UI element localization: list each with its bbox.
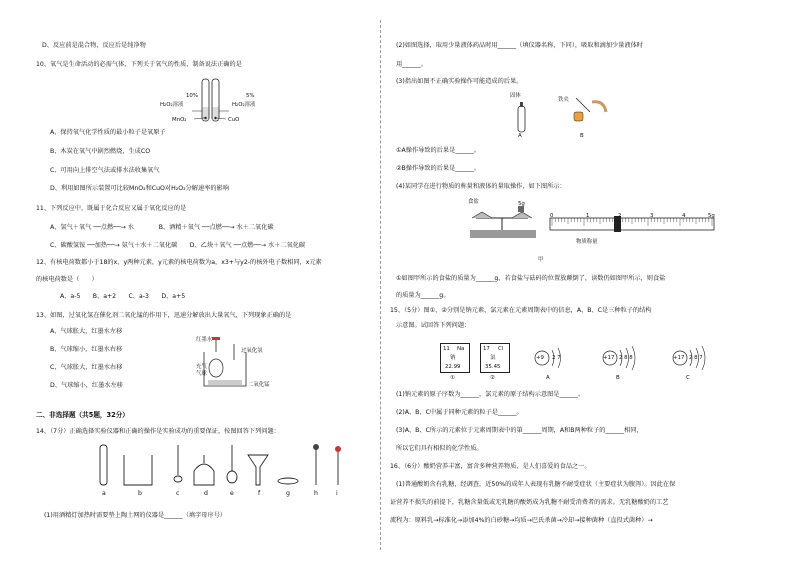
- figure-caption-jia: 甲: [538, 257, 544, 263]
- letter-d: d: [204, 490, 208, 497]
- q12-options: A、a-5 B、a+2 C、a-3 D、a+5: [60, 293, 186, 300]
- beaker-b: [124, 455, 152, 485]
- section-2-heading: 二、非选择题（共5题，32分）: [36, 411, 129, 419]
- ruler-tick-2: 2: [618, 213, 622, 219]
- ruler-tick-3: 3: [650, 213, 654, 219]
- figB-clamp: [576, 98, 590, 112]
- q14-sub3: (3)指出如图不正确实验操作可能造成的后果。: [396, 78, 523, 85]
- scale-weight-label: 5g: [518, 201, 525, 207]
- letter-f: f: [258, 490, 261, 497]
- q14-sub1: (1)用酒精灯加热时需要垫上陶土网的仪器是______（填字母序号）: [44, 512, 227, 519]
- ruler-tick-4: 4: [682, 213, 686, 219]
- figA-label: A: [518, 133, 522, 139]
- sodium-number: 11: [443, 346, 450, 352]
- test-tube-a: [100, 445, 107, 485]
- q13-balloon-label-2: 气球: [196, 371, 207, 377]
- funnel-f: [248, 455, 268, 485]
- ruler-tick-5: 5g: [708, 213, 715, 219]
- q14-sub2: (2)如图选择，取用少量液体药品时用______（填仪器名称，下同），吸取和滴加少量液体时: [396, 42, 643, 49]
- q13-option-a: A、气球胀大，红墨水左移: [50, 328, 123, 335]
- q16-p2: 证营养不损失的前提下，乳糖含量低或无乳糖的酸奶成为乳糖不耐受消费者的需求。无乳糖酸奶的工艺: [390, 499, 669, 506]
- right-solution-label: H₂O₂溶液: [232, 102, 256, 108]
- left-catalyst-label: MnO₂: [172, 117, 187, 123]
- q15-stem: 15、（5分）图①、②分别是钠元素、氯元素在元素周期表中的信息，A、B、C是三种粒子的结构: [390, 307, 652, 314]
- red-ink-drop: [212, 337, 220, 340]
- ruler-ticks: [552, 218, 712, 226]
- letter-h: h: [314, 490, 318, 497]
- q10-stem: 10、氧气是生命活动的必需气体，下列关于氧气的性质、制备说法正确的是: [36, 61, 242, 68]
- q14-a1: ①A操作导致的后果是______。: [396, 147, 481, 154]
- cuo-powder: [214, 117, 216, 119]
- q13-stem: 13、如图，过氧化氢在催化剂二氧化锰的作用下，迅速分解放出大量氧气，下列现象正确的是: [36, 312, 292, 319]
- q14-instruments-figure: [92, 441, 372, 491]
- dropper-bulb: [313, 444, 319, 450]
- q16-p3: 流程为：原料乳→标准化→添加4%的白砂糖→均质→巴氏杀菌→冷却→接种菌种（直投式菌种）→: [390, 517, 653, 524]
- q11-row2: C、碳酸氢铵 ──加热──→ 氨气＋水＋二氧化碳 D、乙炔＋氧气 ──点燃──→ 水＋二氧化碳: [50, 242, 306, 249]
- q13-option-d: D、气球缩小，红墨水左移: [50, 382, 123, 389]
- atom-b-shells: 2 8 8: [619, 355, 633, 361]
- spoon-e-bowl: [227, 471, 237, 483]
- letter-a: a: [102, 490, 106, 497]
- q15-a3b: 所以它们具有相似的化学性质。: [396, 445, 483, 452]
- q13-ink-label: 红墨水: [196, 337, 213, 343]
- q10-option-c: C、可用向上排空气法或排水法收集氧气: [50, 167, 160, 174]
- q10-option-a: A、保持氧气化学性质的最小粒子是氧原子: [50, 129, 166, 136]
- column-divider: [380, 20, 381, 550]
- atom-b-nucleus-charge: +17: [603, 355, 615, 361]
- figB-text: 铁夹: [558, 97, 569, 103]
- figA-text: 固体: [510, 93, 521, 99]
- q10-option-b: B、木炭在氧气中剧烈燃烧，生成CO: [50, 148, 151, 155]
- q9-option-d: D、反应前是混合物，反应后是纯净物: [42, 42, 146, 49]
- scale-food-label: 食盐: [468, 199, 479, 205]
- q14-sub2b: 用______。: [396, 61, 427, 68]
- figA-solid: [520, 102, 523, 107]
- spoon-c-bowl: [174, 476, 182, 482]
- chlorine-symbol: Cl: [498, 346, 504, 352]
- atom-a-caption: A: [546, 375, 550, 381]
- left-pan: [472, 212, 492, 218]
- q14-sub4: (4)某同学在进行物质的称量和液体的量取操作，如下图所示：: [396, 183, 566, 190]
- match-head: [335, 446, 341, 452]
- q13-option-b: B、气球缩小，红墨水右移: [50, 346, 123, 353]
- right-pan: [512, 212, 532, 218]
- sodium-symbol: Na: [457, 346, 465, 352]
- q15-stem-2: 示意图。试回答下列问题：: [396, 322, 471, 329]
- q11-stem: 11、下列反应中，既属于化合反应又属于氧化反应的是: [36, 205, 187, 212]
- chlorine-number: 17: [483, 346, 490, 352]
- balloon: [209, 359, 223, 377]
- letter-g: g: [286, 490, 290, 497]
- atom-a-shells: 2 7: [552, 355, 561, 361]
- q12-stem: 12、有核电荷数都小于18的x、y两种元素，y元素的核电荷数为a，x3+与y2-的核外电子数相同，x元素: [36, 259, 322, 266]
- sodium-name: 钠: [450, 355, 456, 361]
- q15-a1: (1)钠元素的原子序数为______，氯元素的原子结构示意图是______。: [396, 391, 585, 398]
- q13-mno2-label: 二氧化锰: [248, 382, 270, 388]
- atom-b-caption: B: [616, 375, 620, 381]
- mno2-powder: [204, 117, 206, 119]
- q13-peroxide-label: 过氧化氢: [241, 348, 263, 354]
- ruler-zero: 0: [550, 213, 554, 219]
- right-catalyst-label: CuO: [228, 117, 240, 123]
- chlorine-mass: 35.45: [485, 364, 501, 370]
- letter-c: c: [176, 490, 180, 497]
- sodium-caption: ①: [450, 375, 455, 381]
- q14-b1: ①如图甲所示的食盐的质量为______g，若食盐与砝码的位置放颠倒了，读数仍如图甲所示，则食盐: [396, 275, 666, 282]
- left-solution-label: H₂O₂溶液: [160, 102, 184, 108]
- letter-b: b: [138, 490, 142, 497]
- balance-base: [470, 230, 536, 238]
- q16-p1: (1)普通酸奶含有乳糖，经调查，近50%的成年人表现有乳糖不耐受症状（主要症状为腹泻）。因此在保: [396, 481, 676, 488]
- ruler-tick-1: 1: [586, 213, 590, 219]
- q10-option-d: D、利用如图所示装置可比较MnO₂和CuO对H₂O₂分解速率的影响: [50, 185, 229, 192]
- atom-c-shells: 2 8 7: [689, 355, 703, 361]
- atom-c-caption: C: [686, 375, 690, 381]
- chlorine-caption: ②: [490, 375, 495, 381]
- q16-stem: 16、（6分）酸奶营养丰富，富含多种营养物质，是人们喜爱的食品之一。: [390, 463, 591, 470]
- right-concentration: 5%: [246, 93, 255, 99]
- q11-row1: A、氢气＋氧气 ──点燃──→ 水 B、酒精＋氧气 ──点燃──→ 水＋二氧化碳: [50, 224, 274, 231]
- figB-flame: [574, 112, 583, 121]
- sodium-cell: [440, 343, 470, 373]
- q13-option-c: C、气球胀大，红墨水右移: [50, 364, 123, 371]
- alcohol-lamp-d: [194, 464, 214, 485]
- ruler-caption: 物质称量: [576, 239, 598, 245]
- letter-i: i: [336, 490, 338, 497]
- mno2-layer: [208, 380, 242, 385]
- left-concentration: 10%: [186, 93, 198, 99]
- atom-a-nucleus-charge: +9: [536, 355, 544, 361]
- figB-hand: [592, 102, 606, 112]
- q12-stem-2: 的核电荷数是（ ）: [36, 276, 98, 283]
- evaporating-dish-g: [278, 478, 298, 484]
- chlorine-cell: [480, 343, 510, 373]
- figB-label: B: [580, 133, 584, 139]
- q14-stem: 14、（7分）正确选择实验仪器和正确的操作是实验成功的重要保证，按图回答下列问题：: [36, 428, 280, 435]
- q14-b2: 的质量为______g。: [396, 292, 450, 299]
- figA-test-tube: [518, 106, 525, 132]
- q15-a3: (3)A、B、C所示的元素位于元素周期表中的第______周期，A和B两种粒子的______相同，: [396, 427, 643, 434]
- q15-a2: (2)A、B、C中属于同种元素的粒子是______。: [396, 409, 523, 416]
- letter-e: e: [230, 490, 234, 497]
- atom-c-nucleus-charge: +17: [673, 355, 685, 361]
- sodium-mass: 22.99: [445, 364, 461, 370]
- q13-balloon-label-1: 充气: [196, 364, 207, 370]
- chlorine-name: 氯: [490, 355, 496, 361]
- q14-a2: ②B操作导致的后果是______。: [396, 165, 481, 172]
